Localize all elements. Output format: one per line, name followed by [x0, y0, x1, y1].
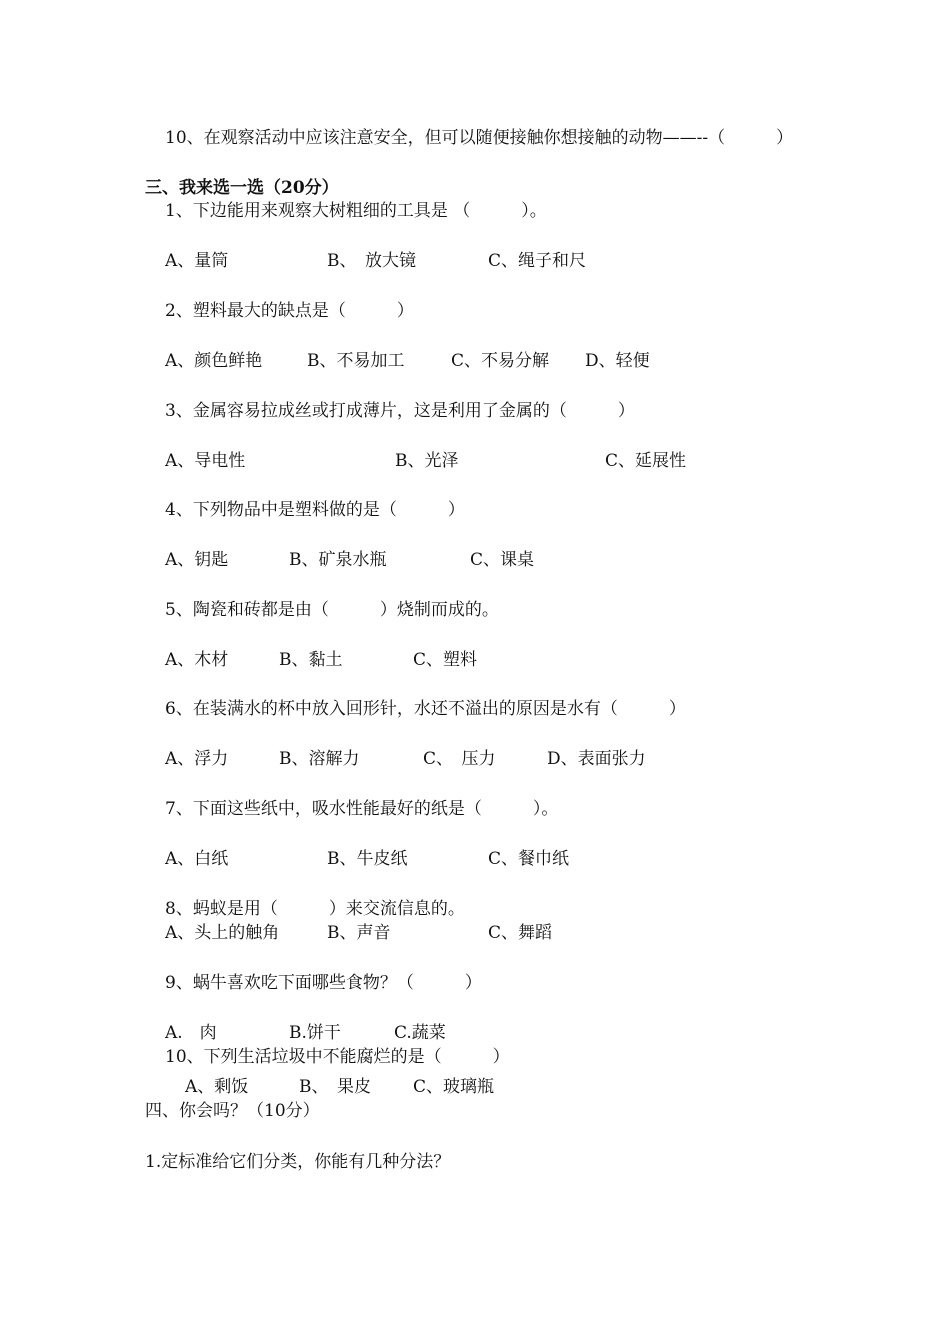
option-3-1-c: C、绳子和尺: [488, 251, 587, 271]
option-3-8-b: B、声音: [327, 923, 391, 943]
option-3-6-b: B、溶解力: [279, 749, 360, 769]
option-3-7-a: A、白纸: [165, 849, 229, 869]
option-3-5-c: C、塑料: [413, 650, 478, 670]
option-3-6-a: A、浮力: [165, 749, 229, 769]
question-3-8: 8、蚂蚁是用（ ）来交流信息的。: [165, 899, 465, 919]
option-3-9-b: B.饼干: [289, 1023, 341, 1043]
option-3-9-a: A. 肉: [165, 1023, 217, 1043]
option-3-10-b: B、 果皮: [299, 1077, 371, 1097]
section-4-heading: 四、你会吗？（10分）: [145, 1101, 320, 1121]
option-3-4-c: C、课桌: [470, 550, 535, 570]
option-3-8-a: A、头上的触角: [165, 923, 280, 943]
option-3-1-a: A、量筒: [165, 251, 229, 271]
option-3-10-a: A、剩饭: [185, 1077, 249, 1097]
question-3-10: 10、下列生活垃圾中不能腐烂的是（ ）: [165, 1047, 510, 1067]
section-3-heading: 三、我来选一选（20分）: [145, 178, 339, 198]
option-3-5-b: B、黏土: [279, 650, 343, 670]
question-3-5: 5、陶瓷和砖都是由（ ）烧制而成的。: [165, 600, 499, 620]
question-3-9: 9、蜗牛喜欢吃下面哪些食物？（ ）: [165, 973, 482, 993]
option-3-2-d: D、轻便: [585, 351, 650, 371]
option-3-7-b: B、牛皮纸: [327, 849, 408, 869]
option-3-5-a: A、木材: [165, 650, 229, 670]
question-3-4: 4、下列物品中是塑料做的是（ ）: [165, 500, 465, 520]
question-3-3: 3、金属容易拉成丝或打成薄片，这是利用了金属的（ ）: [165, 401, 635, 421]
option-3-3-b: B、光泽: [395, 451, 459, 471]
option-3-10-c: C、玻璃瓶: [413, 1077, 495, 1097]
question-2-10: 10、在观察活动中应该注意安全，但可以随便接触你想接触的动物——--（ ）: [165, 128, 794, 148]
option-3-8-c: C、舞蹈: [488, 923, 553, 943]
option-3-3-a: A、导电性: [165, 451, 246, 471]
option-3-1-b: B、 放大镜: [327, 251, 416, 271]
option-3-6-d: D、表面张力: [547, 749, 646, 769]
question-4-1: 1.定标准给它们分类，你能有几种分法？: [145, 1152, 451, 1172]
option-3-2-a: A、颜色鲜艳: [165, 351, 263, 371]
option-3-3-c: C、延展性: [605, 451, 687, 471]
option-3-9-c: C.蔬菜: [394, 1023, 446, 1043]
question-3-2: 2、塑料最大的缺点是（ ）: [165, 301, 414, 321]
option-3-2-b: B、不易加工: [307, 351, 405, 371]
option-3-6-c: C、 压力: [423, 749, 496, 769]
option-3-4-b: B、矿泉水瓶: [289, 550, 387, 570]
question-3-7: 7、下面这些纸中，吸水性能最好的纸是（ ）。: [165, 799, 559, 819]
question-3-1: 1、下边能用来观察大树粗细的工具是 （ ）。: [165, 201, 547, 221]
option-3-2-c: C、不易分解: [451, 351, 550, 371]
option-3-7-c: C、餐巾纸: [488, 849, 570, 869]
option-3-4-a: A、钥匙: [165, 550, 229, 570]
question-3-6: 6、在装满水的杯中放入回形针，水还不溢出的原因是水有（ ）: [165, 699, 686, 719]
